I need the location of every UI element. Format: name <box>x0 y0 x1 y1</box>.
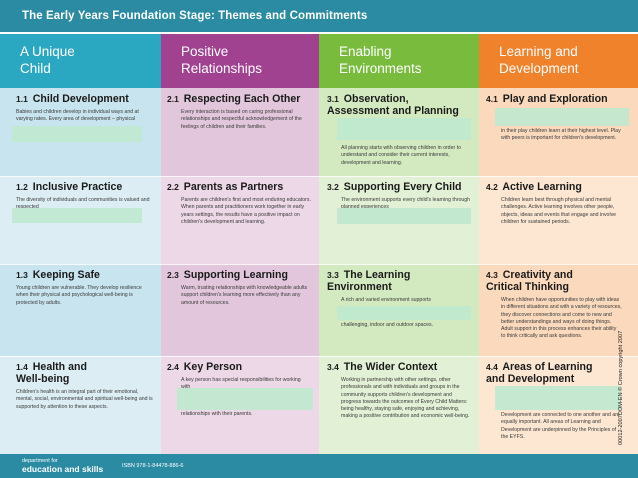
themes-grid <box>0 34 638 454</box>
theme-body <box>319 88 479 454</box>
redaction-box <box>12 126 142 142</box>
card-text-continued: challenging, indoor and outdoor spaces. <box>341 322 433 328</box>
title-bar <box>0 0 638 32</box>
card-the-wider-context <box>319 356 479 454</box>
dfes-logo-text: department for education and skills <box>22 458 104 474</box>
card-title: 4.3 Creativity and Critical Thinking <box>486 269 573 293</box>
theme-header <box>0 34 161 88</box>
theme-column-learning-and-development <box>479 34 638 454</box>
card-text: The diversity of individuals and communities is valued and <box>16 197 150 203</box>
card-text: Children learn best through physical and mental challenges. Active learning involves other people, objects, ideas and events that engage and involve children for sustained periods. <box>501 197 617 225</box>
card-title: 2.2 Parents as Partners <box>167 181 284 193</box>
theme-body <box>479 88 638 454</box>
redaction-box <box>337 118 471 140</box>
theme-body <box>0 88 161 454</box>
card-text: A rich and varied environment supports <box>341 297 431 303</box>
theme-title: A Unique Child <box>20 44 75 76</box>
card-observation-assessment-planning <box>319 88 479 176</box>
card-text: Children's health is an integral part of their emotional, mental, social, environmental and spiritual well-being and is supported by attention to these aspects. <box>16 389 153 410</box>
card-supporting-every-child <box>319 176 479 264</box>
footer-bar <box>0 454 638 478</box>
card-active-learning <box>479 176 638 264</box>
redaction-box <box>495 386 621 410</box>
card-health-and-well-being <box>0 356 161 454</box>
card-text: Parents are children's first and most enduring educators. When parents and practitioners work together in early years settings, the results have a positive impact on children's development and learning. <box>181 197 311 225</box>
card-text: in their play children learn at their highest level. Play with peers is important for children's development. <box>501 128 621 142</box>
card-title: 4.2 Active Learning <box>486 181 582 193</box>
card-text: All planning starts with observing children in order to understand and consider their current interests, development and learning. <box>341 145 461 166</box>
row-divider <box>0 356 638 357</box>
card-inclusive-practice <box>0 176 161 264</box>
card-the-learning-environment <box>319 264 479 356</box>
theme-header <box>161 34 319 88</box>
theme-column-positive-relationships <box>161 34 319 454</box>
theme-column-unique-child <box>0 34 161 454</box>
theme-title: Enabling Environments <box>339 44 422 76</box>
card-title: 2.1 Respecting Each Other <box>167 93 301 105</box>
row-divider <box>0 264 638 265</box>
copyright-side-note: 00012-2007DOM-EN © Crown copyright 2007 <box>618 330 624 445</box>
card-text-continued: relationships with their parents. <box>181 411 253 417</box>
card-text: A key person has special responsibilities for working <box>181 377 301 383</box>
redaction-box <box>337 208 471 224</box>
theme-column-enabling-environments <box>319 34 479 454</box>
page-title: The Early Years Foundation Stage: Themes and Commitments <box>22 10 368 22</box>
card-child-development <box>0 88 161 176</box>
card-text: Development are connected to one another and are equally important. All areas of Learning and Development are underpinned by the Principles of the EYFS. <box>501 412 620 440</box>
card-text: Every interaction is based on caring professional relationships and respectful acknowledgement of the feelings of children and their families. <box>181 109 302 130</box>
card-title: 3.3 The Learning Environment <box>327 269 411 293</box>
card-title: 1.4 Health and Well-being <box>16 361 87 385</box>
card-text: Working in partnership with other settings, other professionals and with individuals and groups in the community supports children's development and progress towards the outcomes of Every Child Matters: being healthy, staying safe, enjoying and achieving, making a positive contribution and economic well-being. <box>341 377 470 420</box>
card-respecting-each-other <box>161 88 319 176</box>
redaction-box <box>12 208 142 223</box>
card-keeping-safe <box>0 264 161 356</box>
card-text: The environment supports every child's learning through <box>341 197 471 203</box>
card-title: 3.1 Observation, Assessment and Planning <box>327 93 459 117</box>
card-title: 4.4 Areas of Learning and Development <box>486 361 593 385</box>
card-text: Warm, trusting relationships with knowledgeable adults support children's learning more effectively than any amount of resources. <box>181 285 308 306</box>
card-text: Young children are vulnerable. They develop resilience when their physical and psychological well-being is protected by adults. <box>16 285 142 306</box>
card-title: 2.4 Key Person <box>167 361 243 373</box>
card-title: 4.1 Play and Exploration <box>486 93 608 105</box>
card-title: 1.1 Child Development <box>16 93 129 105</box>
card-text: Babies and children develop in individual ways and at varying rates. Every area of development – physical <box>16 109 139 123</box>
theme-title: Learning and Development <box>499 44 579 76</box>
row-divider <box>0 176 638 177</box>
card-key-person <box>161 356 319 454</box>
card-supporting-learning <box>161 264 319 356</box>
theme-body <box>161 88 319 454</box>
card-parents-as-partners <box>161 176 319 264</box>
card-title: 1.3 Keeping Safe <box>16 269 100 281</box>
card-play-and-exploration <box>479 88 638 176</box>
card-title: 2.3 Supporting Learning <box>167 269 288 281</box>
card-title: 3.2 Supporting Every Child <box>327 181 462 193</box>
card-title: 1.2 Inclusive Practice <box>16 181 123 193</box>
theme-header <box>319 34 479 88</box>
theme-header <box>479 34 638 88</box>
redaction-box <box>337 306 471 320</box>
theme-title: Positive Relationships <box>181 44 263 76</box>
card-creativity-and-critical-thinking <box>479 264 638 356</box>
card-areas-of-learning-and-development <box>479 356 638 454</box>
card-title: 3.4 The Wider Context <box>327 361 438 373</box>
redaction-box <box>177 388 313 410</box>
redaction-box <box>495 108 629 126</box>
card-text: When children have opportunities to play with ideas in different situations and with a variety of resources, they discover connections and come to new and better understandings and ways of doing things. Adult support in this process enhances their ability to think critically and ask questions. <box>501 297 622 340</box>
isbn-number: ISBN 978-1-84478-886-6 <box>122 463 184 469</box>
